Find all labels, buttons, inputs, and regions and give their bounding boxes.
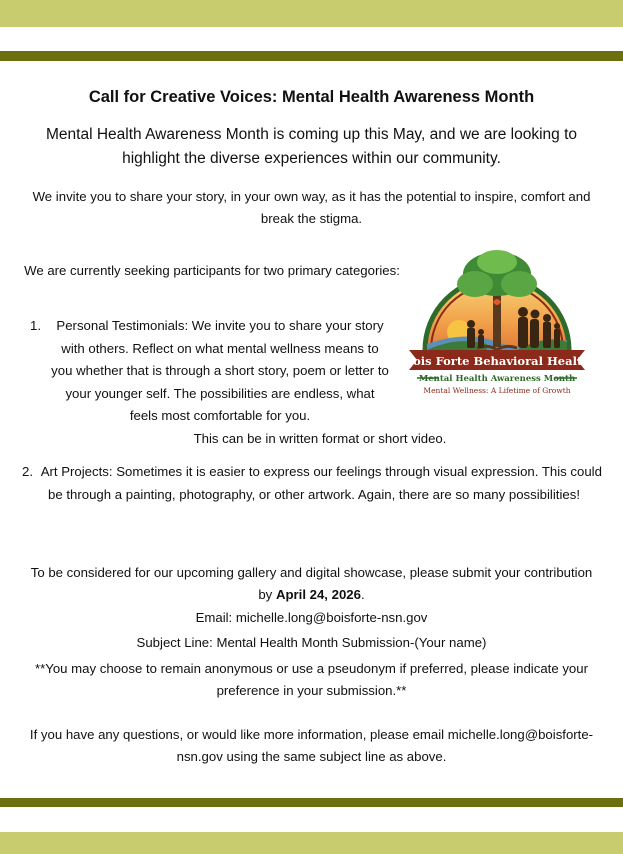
- submission-suffix: .: [360, 587, 365, 602]
- bois-forte-logo: [397, 232, 597, 422]
- list-item-text-content: Art Projects: Sometimes it is easier to express our feelings through visual expression. This could be through a painting, photography, or other artwork. Again, there are so many possibilities!: [40, 464, 602, 502]
- bottom-light-band: [0, 832, 623, 854]
- bottom-dark-band: [0, 798, 623, 807]
- list-number: 1.: [30, 318, 41, 333]
- top-dark-band: [0, 51, 623, 61]
- logo-subtitle: Mental Health Awareness Month: [418, 374, 576, 384]
- list-item-note: This can be in written format or short video.: [193, 431, 447, 446]
- document-title: Call for Creative Voices: Mental Health Awareness Month: [88, 88, 535, 106]
- questions-paragraph: If you have any questions, or would like more information, please email michelle.long@boisforte-nsn.gov using the same subject line as above.: [29, 727, 594, 764]
- top-light-band: [0, 0, 623, 27]
- deadline-date: April 24, 2026: [275, 587, 361, 602]
- logo-tagline: Mental Wellness: A Lifetime of Growth: [423, 386, 571, 395]
- email-line: Email: michelle.long@boisforte-nsn.gov: [195, 610, 428, 625]
- list-number: 2.: [22, 464, 33, 479]
- list-item-text: [22, 461, 606, 506]
- list-item: [22, 461, 606, 506]
- submission-prefix: To be considered for our upcoming gallery and digital showcase, please submit your contribution by: [30, 565, 593, 602]
- intro-paragraph: Mental Health Awareness Month is coming up this May, and we are looking to highlight the diverse experiences within our community.: [45, 126, 577, 167]
- invite-paragraph: We invite you to share your story, in your own way, as it has the potential to inspire, comfort and break the stigma.: [32, 189, 591, 226]
- list-item-text: Personal Testimonials: We invite you to share your story with others. Reflect on what mental wellness means to you whether that is through a short story, poem or letter to your younger self. The possibilities are endless, what feels most comfortable for you.: [51, 318, 389, 423]
- submission-paragraph: [25, 562, 598, 606]
- logo-emblem: [425, 250, 569, 350]
- subject-line: Subject Line: Mental Health Month Submission-(Your name): [136, 635, 487, 650]
- logo-name: Bois Forte Behavioral Health: [403, 354, 591, 368]
- list-item: [30, 315, 390, 428]
- seeking-paragraph: We are currently seeking participants for two primary categories:: [24, 263, 400, 278]
- anonymous-note: **You may choose to remain anonymous or use a pseudonym if preferred, please indicate your preference in your submission.**: [35, 661, 588, 698]
